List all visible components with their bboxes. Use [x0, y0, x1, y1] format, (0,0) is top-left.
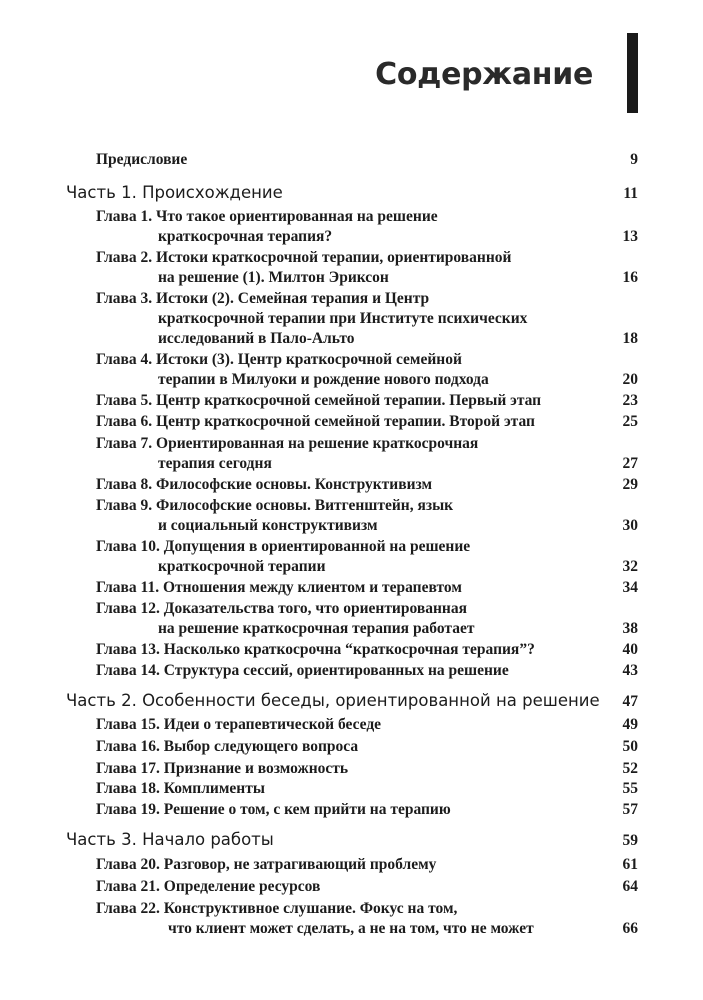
- toc-preface: [96, 150, 576, 170]
- title-bar-decoration: [627, 33, 638, 113]
- toc-chapter-8: Глава 8. Философские основы. Конструктивизм: [96, 476, 433, 493]
- toc-page-number: 11: [623, 185, 638, 202]
- toc-page-number: 66: [622, 920, 638, 937]
- toc-chapter-18: Глава 18. Комплименты: [96, 780, 265, 797]
- toc-page-number: 34: [622, 579, 638, 596]
- toc-page-number: 50: [622, 738, 638, 755]
- toc-chapter-17: Глава 17. Признание и возможность: [96, 760, 349, 777]
- toc-page-number: 18: [622, 330, 638, 347]
- toc-page-number: 64: [622, 878, 638, 895]
- toc-page-number: 52: [622, 760, 638, 777]
- toc-chapter-16: Глава 16. Выбор следующего вопроса: [96, 738, 359, 755]
- toc-chapter-1: Глава 1. Что такое ориентированная на решение краткосрочная терапия?: [96, 208, 438, 245]
- toc-page-number: 29: [622, 476, 638, 493]
- toc-page-number: 49: [622, 716, 638, 733]
- toc-chapter-2: Глава 2. Истоки краткосрочной терапии, ориентированной на решение (1). Милтон Эриксон: [96, 249, 512, 286]
- toc-page-number: 57: [622, 801, 638, 818]
- toc-chapter-20: Глава 20. Разговор, не затрагивающий проблему: [96, 856, 437, 873]
- toc-page-number: 59: [622, 832, 638, 849]
- toc-chapter-7: Глава 7. Ориентированная на решение краткосрочная терапия сегодня: [96, 435, 479, 472]
- toc-chapter-14: Глава 14. Структура сессий, ориентированных на решение: [96, 662, 509, 679]
- page-title: Содержание: [375, 57, 593, 92]
- toc-chapter-5: Глава 5. Центр краткосрочной семейной терапии. Первый этап: [96, 392, 542, 409]
- toc-page-number: 61: [622, 856, 638, 873]
- toc-chapter-21: Глава 21. Определение ресурсов: [96, 878, 321, 895]
- toc-chapter-4: Глава 4. Истоки (3). Центр краткосрочной семейной терапии в Милуоки и рождение нового подхода: [96, 351, 489, 388]
- toc-page-number: 16: [622, 269, 638, 286]
- toc-chapter-15: Глава 15. Идеи о терапевтической беседе: [96, 716, 382, 733]
- toc-page-number: 43: [622, 662, 638, 679]
- toc-chapter-3: Глава 3. Истоки (2). Семейная терапия и Центр краткосрочной терапии при Институте психических исследований в Пало-Альто: [96, 290, 528, 347]
- toc-entry-text: Предисловие: [96, 151, 188, 168]
- toc-chapter-10: Глава 10. Допущения в ориентированной на решение краткосрочной терапии: [96, 538, 471, 575]
- toc-page-number: 9: [630, 151, 638, 168]
- toc-page-number: 30: [622, 517, 638, 534]
- toc-part-2: Часть 2. Особенности беседы, ориентированной на решение: [66, 691, 600, 710]
- toc-chapter-19: Глава 19. Решение о том, с кем прийти на терапию: [96, 801, 451, 818]
- toc-chapter-11: Глава 11. Отношения между клиентом и терапевтом: [96, 579, 462, 596]
- toc-chapter-9: Глава 9. Философские основы. Витгенштейн, язык и социальный конструктивизм: [96, 497, 454, 534]
- toc-chapter-12: Глава 12. Доказательства того, что ориентированная на решение краткосрочная терапия работает: [96, 600, 475, 637]
- toc-page-number: 20: [622, 371, 638, 388]
- toc-part-1: Часть 1. Происхождение: [66, 183, 283, 202]
- toc-page-number: 38: [622, 620, 638, 637]
- toc-part-3: Часть 3. Начало работы: [66, 830, 274, 849]
- toc-page-number: 47: [622, 693, 638, 710]
- toc-page-number: 32: [622, 558, 638, 575]
- toc-page-number: 23: [622, 392, 638, 409]
- toc-chapter-6: Глава 6. Центр краткосрочной семейной терапии. Второй этап: [96, 413, 535, 430]
- toc-page-number: 25: [622, 413, 638, 430]
- toc-chapter-22: Глава 22. Конструктивное слушание. Фокус на том, что клиент может сделать, а не на том, что не может: [96, 900, 534, 937]
- toc-page-number: 40: [622, 641, 638, 658]
- toc-page-number: 27: [622, 455, 638, 472]
- toc-chapter-13: Глава 13. Насколько краткосрочна “краткосрочная терапия”?: [96, 641, 535, 658]
- toc-page-number: 55: [622, 780, 638, 797]
- toc-page-number: 13: [622, 228, 638, 245]
